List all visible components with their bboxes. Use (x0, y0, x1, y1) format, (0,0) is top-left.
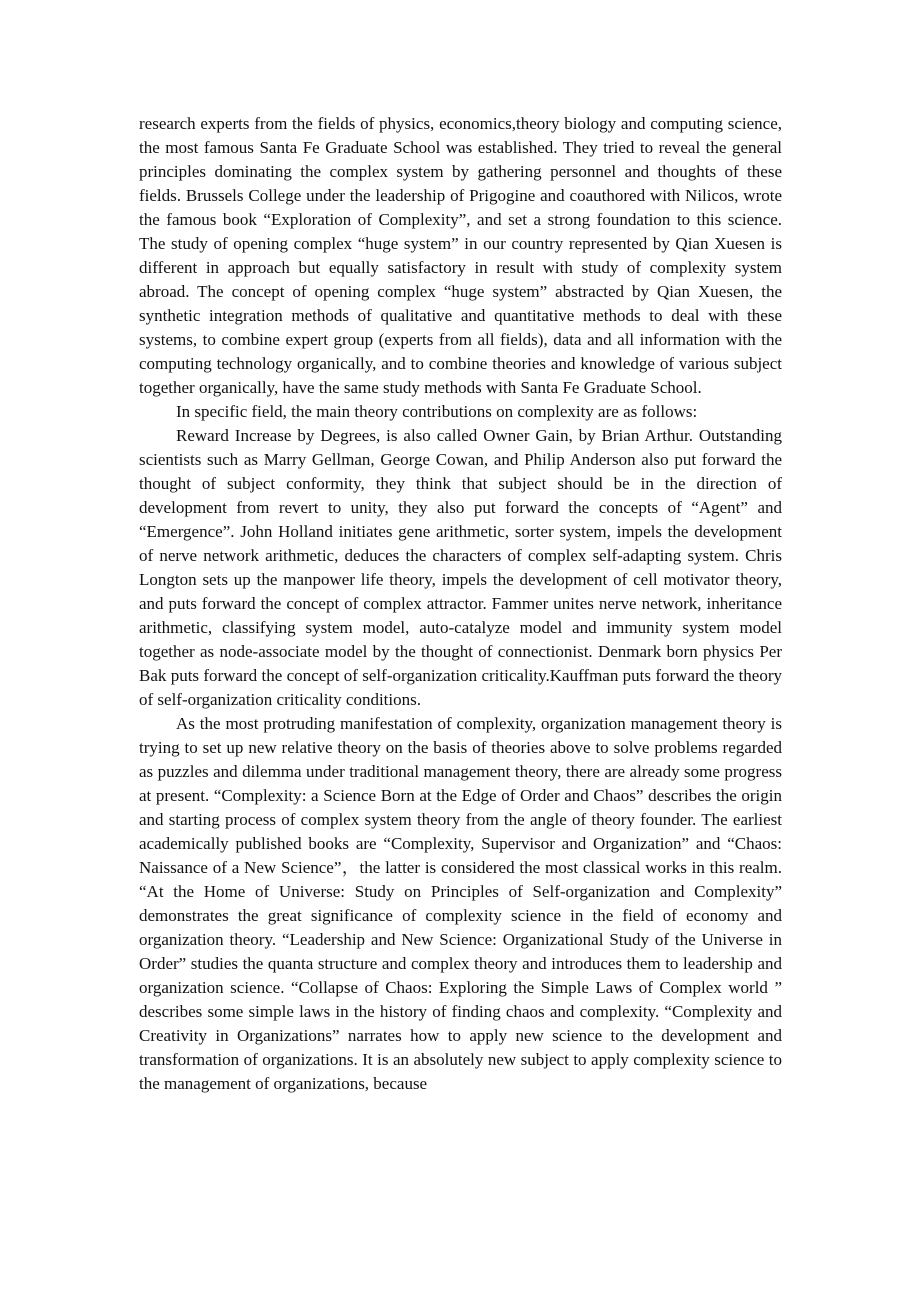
document-page (139, 112, 782, 1096)
paragraph-contributions-intro: In specific field, the main theory contributions on complexity are as follows: (176, 402, 698, 421)
paragraph-organization-management: As the most protruding manifestation of complexity, organization management theory is trying to set up new relative theory on the basis of theories above to solve problems regarded as puzzles and dilemma under traditional management theory, there are already some progress at present. “Complexity: a Science Born at the Edge of Order and Chaos” describes the origin and starting process of complex system theory from the angle of theory founder. The earliest academically published books are “Complexity, Supervisor and Organization” and “Chaos: Naissance of a New Science”，the latter is considered the most classical works in this realm. “At the Home of Universe: Study on Principles of Self-organization and Complexity” demonstrates the great significance of complexity science in the field of economy and organization theory. “Leadership and New Science: Organizational Study of the Universe in Order” studies the quanta structure and complex theory and introduces them to leadership and organization science. “Collapse of Chaos: Exploring the Simple Laws of Complex world ” describes some simple laws in the history of finding chaos and complexity. “Complexity and Creativity in Organizations” narrates how to apply new science to the development and transformation of organizations. It is an absolutely new subject to apply complexity science to the management of organizations, because (139, 714, 782, 1093)
paragraph-theory-contributions: Reward Increase by Degrees, is also called Owner Gain, by Brian Arthur. Outstanding scientists such as Marry Gellman, George Cowan, and Philip Anderson also put forward the thought of subject conformity, they think that subject should be in the direction of development from revert to unity, they also put forward the concepts of “Agent” and “Emergence”. John Holland initiates gene arithmetic, sorter system, impels the development of nerve network arithmetic, deduces the characters of complex self-adapting system. Chris Longton sets up the manpower life theory, impels the development of cell motivator theory, and puts forward the concept of complex attractor. Fammer unites nerve network, inheritance arithmetic, classifying system model, auto-catalyze model and immunity system model together as node-associate model by the thought of connectionist. Denmark born physics Per Bak puts forward the concept of self-organization criticality.Kauffman puts forward the theory of self-organization criticality conditions. (139, 426, 782, 709)
paragraph-santa-fe-school: research experts from the fields of physics, economics,theory biology and computing science, the most famous Santa Fe Graduate School was established. They tried to reveal the general principles dominating the complex system by gathering personnel and thoughts of these fields. Brussels College under the leadership of Prigogine and coauthored with Nilicos, wrote the famous book “Exploration of Complexity”, and set a strong foundation to this science. The study of opening complex “huge system” in our country represented by Qian Xuesen is different in approach but equally satisfactory in result with study of complexity system abroad. The concept of opening complex “huge system” abstracted by Qian Xuesen, the synthetic integration methods of qualitative and quantitative methods to deal with these systems, to combine expert group (experts from all fields), data and all information with the computing technology organically, and to combine theories and knowledge of various subject together organically, have the same study methods with Santa Fe Graduate School. (139, 114, 782, 397)
